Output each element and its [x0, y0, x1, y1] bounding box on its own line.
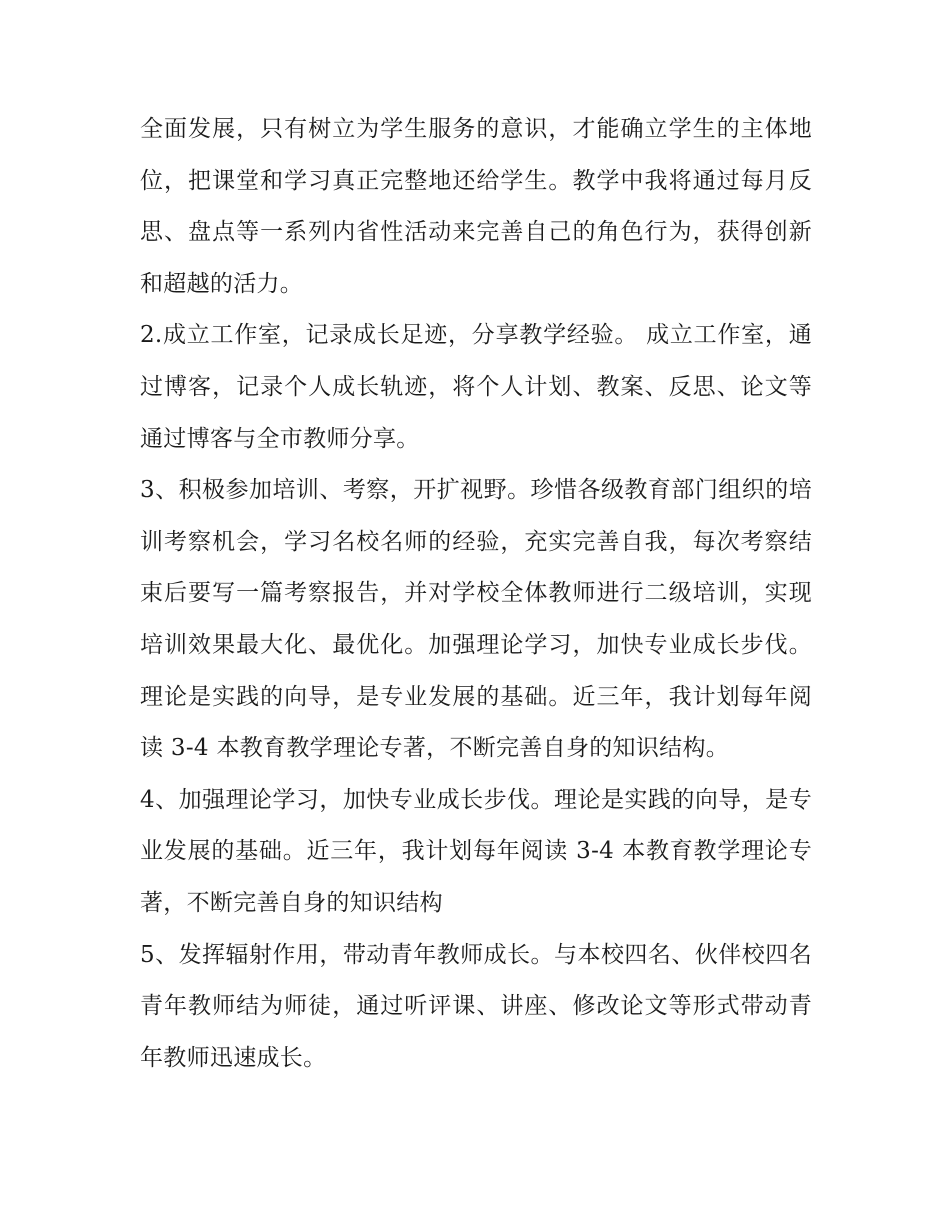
document-body — [140, 104, 812, 1084]
paragraph-3: 3、积极参加培训、考察，开扩视野。珍惜各级教育部门组织的培训考察机会，学习名校名师的经验，充实完善自我，每次考察结束后要写一篇考察报告，并对学校全体教师进行二级培训，实现培训效果最大化、最优化。加强理论学习，加快专业成长步伐。理论是实践的向导，是专业发展的基础。近三年，我计划每年阅读 3-4 本教育教学理论专著，不断完善自身的知识结构。 — [140, 477, 812, 762]
paragraph-2: 2.成立工作室，记录成长足迹，分享教学经验。 成立工作室，通过博客，记录个人成长轨迹，将个人计划、教案、反思、论文等通过博客与全市教师分享。 — [140, 322, 812, 452]
paragraph-4: 4、加强理论学习，加快专业成长步伐。理论是实践的向导，是专业发展的基础。近三年，我计划每年阅读 3-4 本教育教学理论专著，不断完善自身的知识结构 — [140, 786, 812, 916]
paragraph-1: 全面发展，只有树立为学生服务的意识，才能确立学生的主体地位，把课堂和学习真正完整地还给学生。教学中我将通过每月反思、盘点等一系列内省性活动来完善自己的角色行为，获得创新和超越的活力。 — [140, 116, 812, 297]
paragraph-5: 5、发挥辐射作用，带动青年教师成长。与本校四名、伙伴校四名青年教师结为师徒，通过听评课、讲座、修改论文等形式带动青年教师迅速成长。 — [140, 941, 812, 1071]
